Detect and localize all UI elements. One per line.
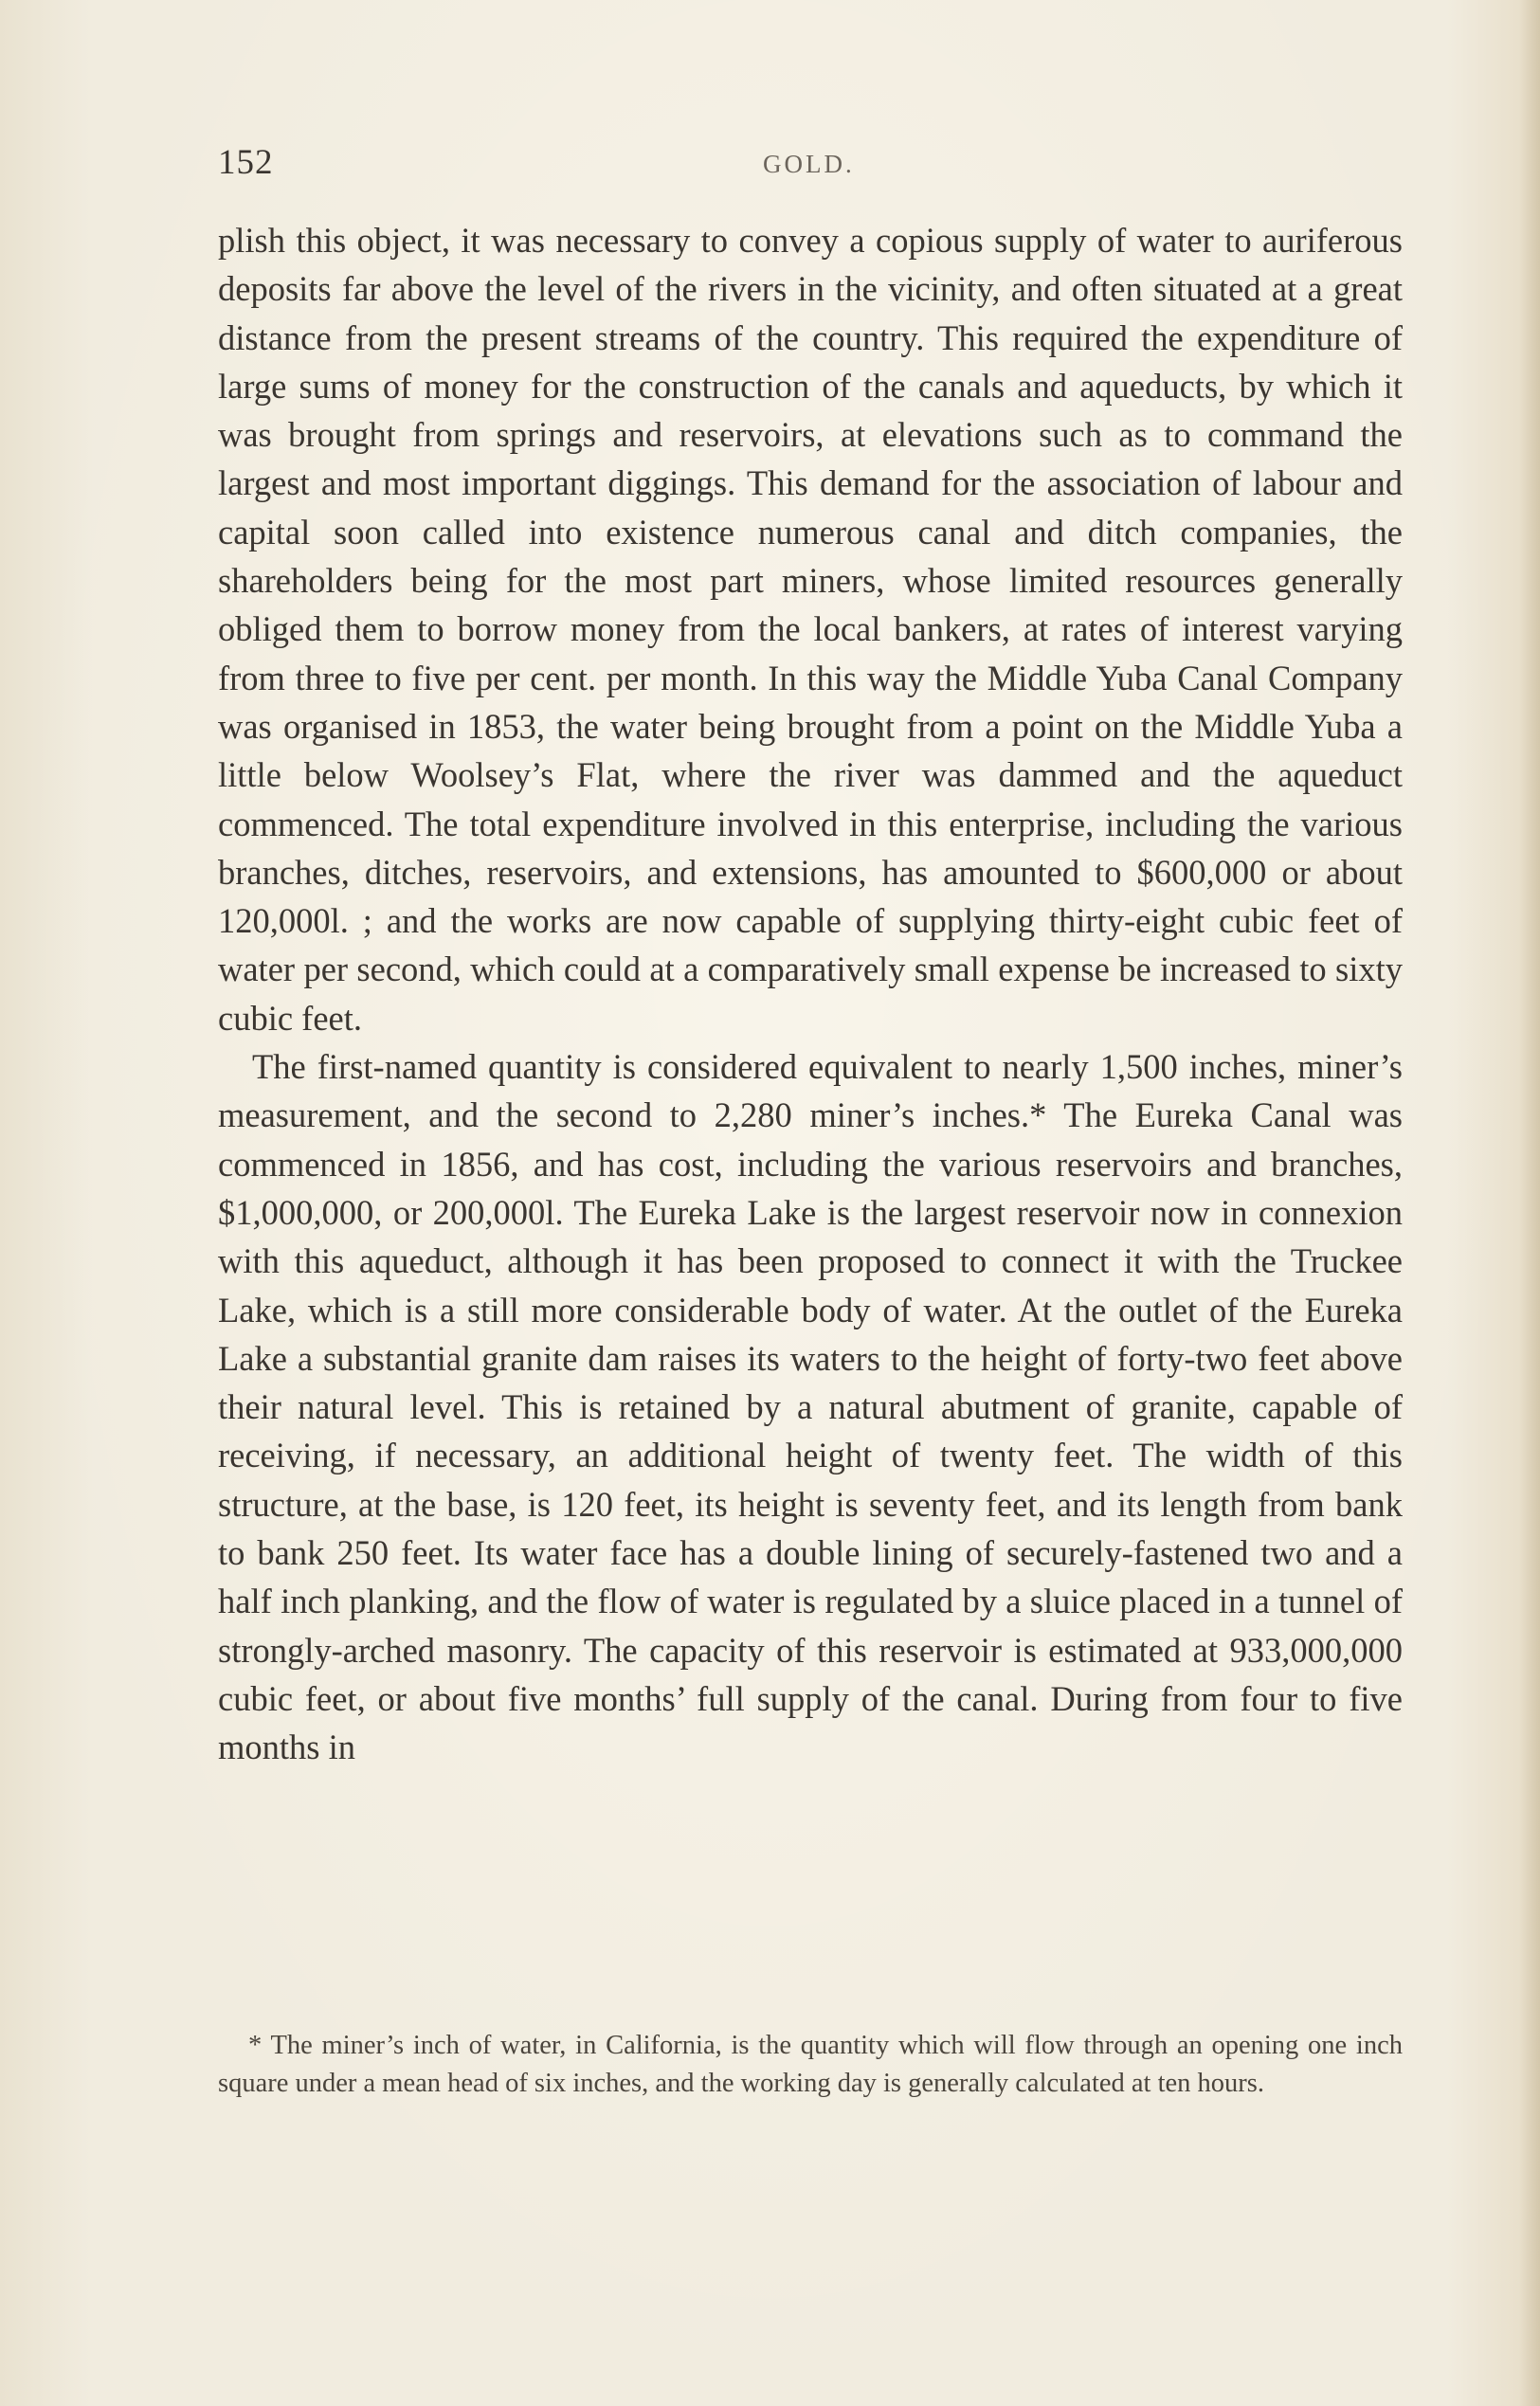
footnote: * The miner’s inch of water, in California, is the quantity which will flow through an opening one inch square under a mean head of six inches, and the working day is generally calculated at ten hours. — [218, 2031, 1403, 2098]
paragraph-1: plish this object, it was necessary to convey a copious supply of water to auriferous deposits far above the level of the rivers in the vicinity, and often situated at a great distance from the present streams of the country. This required the expenditure of large sums of money for the construction of the canals and aqueducts, by which it was brought from springs and reservoirs, at elevations such as to command the largest and most important diggings. This demand for the association of labour and capital soon called into existence numerous canal and ditch companies, the shareholders being for the most part miners, whose limited resources generally obliged them to borrow money from the local bankers, at rates of interest varying from three to five per cent. per month. In this way the Middle Yuba Canal Company was organised in 1853, the water being brought from a point on the Middle Yuba a little below Woolsey’s Flat, where the river was dammed and the aqueduct commenced. The total expenditure involved in this enterprise, including the various branches, ditches, reservoirs, and extensions, has amounted to $600,000 or about 120,000l. ; and the works are now capable of supplying thirty-eight cubic feet of water per second, which could at a comparatively small expense be increased to sixty cubic feet. — [218, 221, 1403, 1038]
page-header — [218, 142, 1403, 199]
paragraph-2: The first-named quantity is considered equivalent to nearly 1,500 inches, miner’s measurement, and the second to 2,280 miner’s inches.* The Eureka Canal was commenced in 1856, and has cost, including the various reservoirs and branches, $1,000,000, or 200,000l. The Eureka Lake is the largest reservoir now in connexion with this aqueduct, although it has been proposed to connect it with the Truckee Lake, which is a still more considerable body of water. At the outlet of the Eureka Lake a substantial granite dam raises its waters to the height of forty-two feet above their natural level. This is retained by a natural abutment of granite, capable of receiving, if necessary, an additional height of twenty feet. The width of this structure, at the base, is 120 feet, its height is seventy feet, and its length from bank to bank 250 feet. Its water face has a double lining of securely-fastened two and a half inch planking, and the flow of water is regulated by a sluice placed in a tunnel of strongly-arched masonry. The capacity of this reservoir is estimated at 933,000,000 cubic feet, or about five months’ full supply of the canal. During from four to five months in — [218, 1047, 1403, 1767]
page-edge-shadow — [1519, 0, 1540, 2406]
page-number: 152 — [218, 143, 274, 182]
running-head: GOLD. — [763, 150, 855, 178]
body-text — [218, 216, 1403, 1772]
